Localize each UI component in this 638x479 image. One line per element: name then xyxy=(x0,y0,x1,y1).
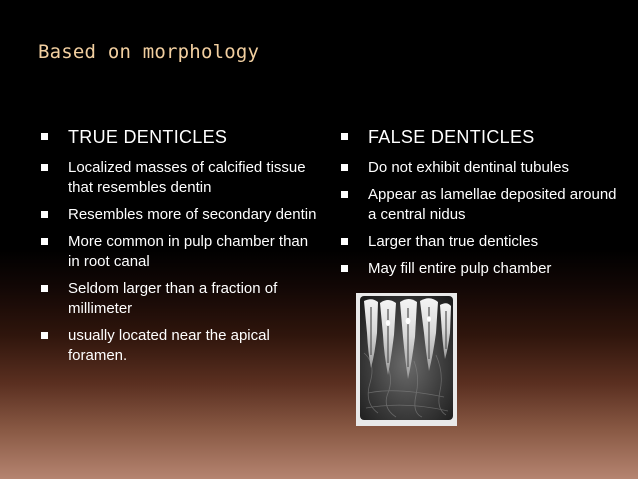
list-item xyxy=(38,326,318,366)
square-bullet-icon xyxy=(341,164,348,171)
list-item xyxy=(338,259,628,279)
square-bullet-icon xyxy=(341,133,348,140)
list-item xyxy=(338,126,628,148)
list-item-text: Seldom larger than a fraction of millimeter xyxy=(68,280,278,317)
dental-xray-image xyxy=(356,293,457,426)
list-item xyxy=(38,279,318,319)
list-item-text: May fill entire pulp chamber xyxy=(368,260,552,277)
true-denticles-heading: TRUE DENTICLES xyxy=(68,127,228,147)
slide-title: Based on morphology xyxy=(38,41,260,63)
square-bullet-icon xyxy=(41,164,48,171)
list-item xyxy=(338,232,628,252)
list-item-text: Larger than true denticles xyxy=(368,233,539,250)
square-bullet-icon xyxy=(341,238,348,245)
list-item-text: Localized masses of calcified tissue that resembles dentin xyxy=(68,159,306,196)
false-denticles-list xyxy=(338,126,628,286)
list-item xyxy=(38,126,318,148)
true-denticles-list xyxy=(38,126,318,373)
list-item-text: Appear as lamellae deposited around a central nidus xyxy=(368,186,617,223)
square-bullet-icon xyxy=(41,211,48,218)
square-bullet-icon xyxy=(41,238,48,245)
list-item xyxy=(38,158,318,198)
square-bullet-icon xyxy=(41,332,48,339)
list-item-text: More common in pulp chamber than in root canal xyxy=(68,233,309,270)
list-item xyxy=(338,158,628,178)
false-denticles-heading: FALSE DENTICLES xyxy=(368,127,535,147)
square-bullet-icon xyxy=(341,265,348,272)
list-item-text: Resembles more of secondary dentin xyxy=(68,206,317,223)
list-item xyxy=(338,185,628,225)
square-bullet-icon xyxy=(41,285,48,292)
list-item-text: usually located near the apical foramen. xyxy=(68,327,270,364)
list-item-text: Do not exhibit dentinal tubules xyxy=(368,159,569,176)
list-item xyxy=(38,232,318,272)
list-item xyxy=(38,205,318,225)
square-bullet-icon xyxy=(41,133,48,140)
square-bullet-icon xyxy=(341,191,348,198)
